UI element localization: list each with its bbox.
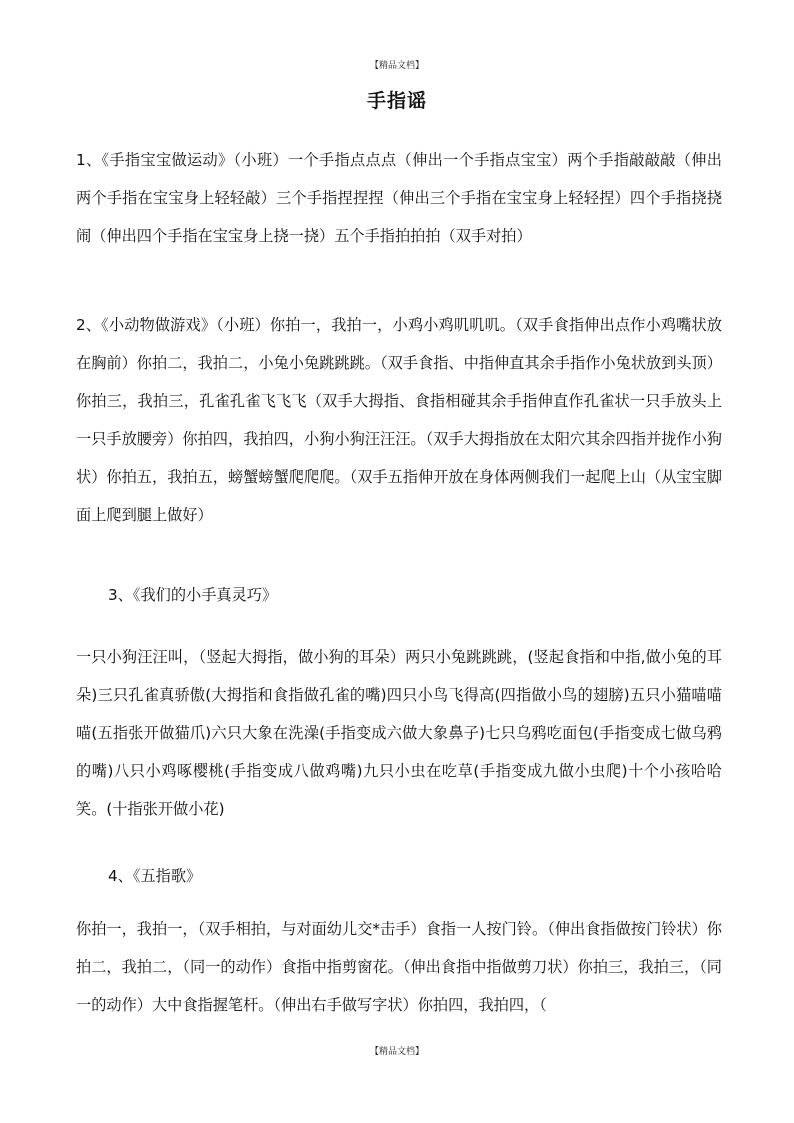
section-2-paragraph: 2、《小动物做游戏》（小班）你拍一，我拍一，小鸡小鸡叽叽叽。（双手食指伸出点作小鸡嘴状放在胸前）你拍二，我拍二，小兔小兔跳跳跳。（双手食指、中指伸直其余手指作小兔状放到头顶）你拍三，我拍三，孔雀孔雀飞飞飞（双手大拇指、食指相碰其余手指伸直作孔雀状一只手放头上一只手放腰旁）你拍四，我拍四，小狗小狗汪汪汪。（双手大拇指放在太阳穴其余四指并拢作小狗状）你拍五，我拍五，螃蟹螃蟹爬爬爬。（双手五指伸开放在身体两侧我们一起爬上山（从宝宝脚面上爬到腿上做好） — [76, 316, 722, 524]
document-title: 手指谣 — [366, 90, 427, 112]
section-3-heading: 3、《我们的小手真灵巧》 — [108, 586, 278, 604]
section-1-paragraph: 1、《手指宝宝做运动》（小班）一个手指点点点（伸出一个手指点宝宝）两个手指敲敲敲（伸出两个手指在宝宝身上轻轻敲）三个手指捏捏捏（伸出三个手指在宝宝身上轻轻捏）四个手指挠挠闹（伸出四个手指在宝宝身上挠一挠）五个手指拍拍拍（双手对拍） — [76, 151, 722, 245]
section-4-heading: 4、《五指歌》 — [108, 867, 202, 885]
section-4-paragraph: 你拍一，我拍一，（双手相拍，与对面幼儿交*击手）食指一人按门铃。（伸出食指做按门铃状）你拍二，我拍二，（同一的动作）食指中指剪窗花。（伸出食指中指做剪刀状）你拍三，我拍三，（同一的动作）大中食指握笔杆。（伸出右手做写字状）你拍四，我拍四，（ — [76, 920, 722, 1014]
page-header: 【精品文档】 — [369, 61, 424, 71]
section-3-paragraph: 一只小狗汪汪叫，（竖起大拇指，做小狗的耳朵）两只小兔跳跳跳，(竖起食指和中指,做小兔的耳朵)三只孔雀真骄傲(大拇指和食指做孔雀的嘴)四只小鸟飞得高(四指做小鸟的翅膀)五只小猫喵喵喵(五指张开做猫爪)六只大象在洗澡(手指变成六做大象鼻子)七只乌鸦吃面包(手指变成七做乌鸦的嘴)八只小鸡啄樱桃(手指变成八做鸡嘴)九只小虫在吃草(手指变成九做小虫爬)十个小孩哈哈笑。(十指张开做小花) — [76, 648, 722, 818]
page-footer: 【精品文档】 — [369, 1047, 424, 1057]
